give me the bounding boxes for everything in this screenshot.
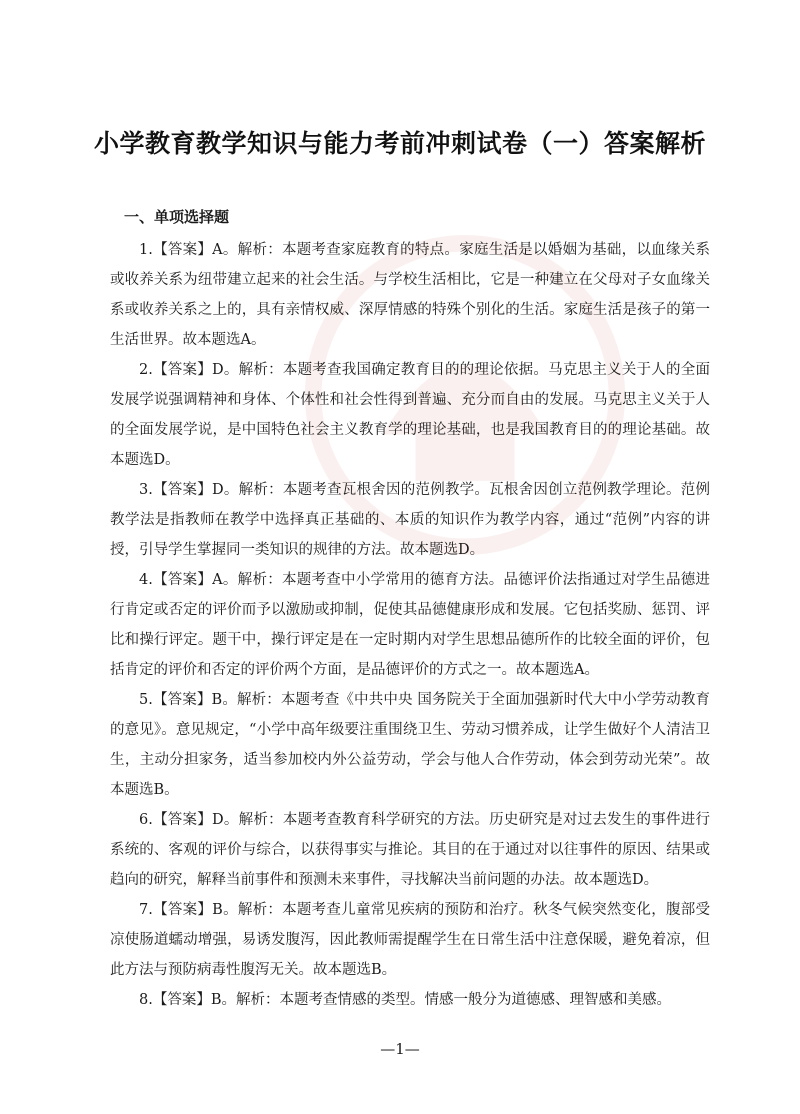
document-body bbox=[110, 205, 710, 1015]
answer-item-8: 8.【答案】B。解析：本题考查情感的类型。情感一般分为道德感、理智感和美感。 bbox=[139, 992, 671, 1008]
answer-item-6: 6.【答案】D。解析：本题考查教育科学研究的方法。历史研究是对过去发生的事件进行系统的、客观的评价与综合，以获得事实与推论。其目的在于通过对以往事件的原因、结果或趋向的研究，解释当前事件和预测未来事件，寻找解决当前问题的办法。故本题选D。 bbox=[110, 812, 710, 888]
answer-item-1: 1.【答案】A。解析：本题考查家庭教育的特点。家庭生活是以婚姻为基础，以血缘关系或收养关系为纽带建立起来的社会生活。与学校生活相比，它是一种建立在父母对子女血缘关系或收养关系之上的，具有亲情权威、深厚情感的特殊个别化的生活。家庭生活是孩子的第一生活世界。故本题选A。 bbox=[110, 242, 710, 348]
answer-item-4: 4.【答案】A。解析：本题考查中小学常用的德育方法。品德评价法指通过对学生品德进行肯定或否定的评价而予以激励或抑制，促使其品德健康形成和发展。它包括奖励、惩罚、评比和操行评定。题干中，操行评定是在一定时期内对学生思想品德所作的比较全面的评价，包括肯定的评价和否定的评价两个方面，是品德评价的方式之一。故本题选A。 bbox=[110, 572, 710, 678]
answer-item-5: 5.【答案】B。解析：本题考查《中共中央 国务院关于全面加强新时代大中小学劳动教育的意见》。意见规定，“小学中高年级要注重围绕卫生、劳动习惯养成，让学生做好个人清洁卫生，主动分担家务，适当参加校内外公益劳动，学会与他人合作劳动，体会到劳动光荣”。故本题选B。 bbox=[110, 692, 710, 798]
page-number: —1— bbox=[380, 1040, 420, 1058]
page-title: 小学教育教学知识与能力考前冲刺试卷（一）答案解析 bbox=[93, 129, 706, 158]
section-heading: 一、单项选择题 bbox=[124, 208, 230, 226]
answer-item-2: 2.【答案】D。解析：本题考查我国确定教育目的的理论依据。马克思主义关于人的全面发展学说强调精神和身体、个体性和社会性得到普遍、充分而自由的发展。马克思主义关于人的全面发展学说，是中国特色社会主义教育学的理论基础，也是我国教育目的的理论基础。故本题选D。 bbox=[110, 362, 710, 468]
answer-item-7: 7.【答案】B。解析：本题考查儿童常见疾病的预防和治疗。秋冬气候突然变化，腹部受凉使肠道蠕动增强，易诱发腹泻，因此教师需提醒学生在日常生活中注意保暖，避免着凉，但此方法与预防病毒性腹泻无关。故本题选B。 bbox=[110, 902, 710, 978]
answer-item-3: 3.【答案】D。解析：本题考查瓦根舍因的范例教学。瓦根舍因创立范例教学理论。范例教学法是指教师在教学中选择真正基础的、本质的知识作为教学内容，通过“范例”内容的讲授，引导学生掌握同一类知识的规律的方法。故本题选D。 bbox=[110, 482, 710, 558]
